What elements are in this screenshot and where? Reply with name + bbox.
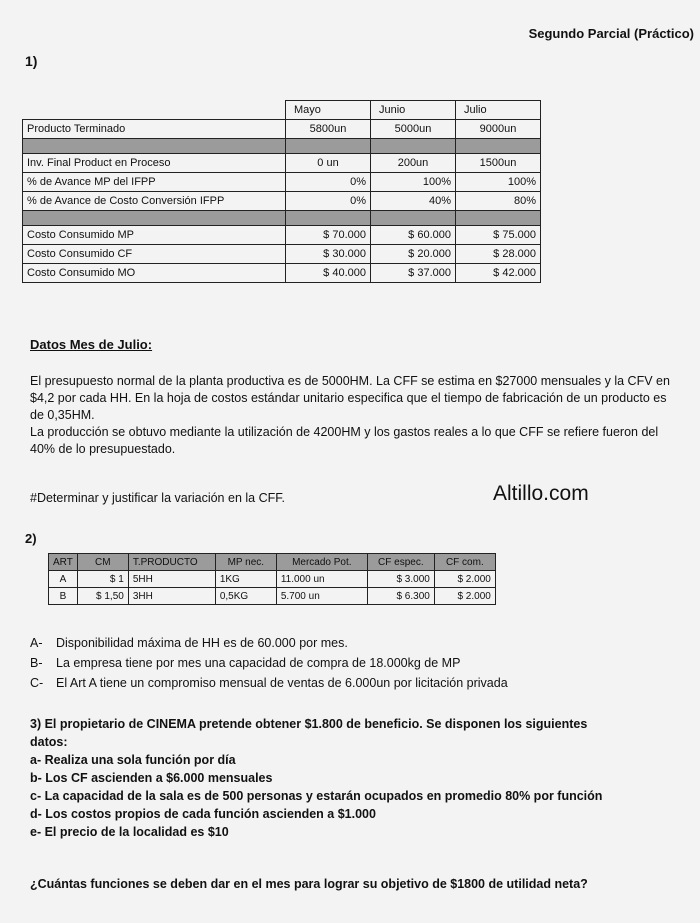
cell: 11.000 un: [276, 571, 367, 588]
cell: B: [49, 588, 78, 605]
cell: $ 1: [77, 571, 128, 588]
cell: 0,5KG: [215, 588, 276, 605]
cell: 200un: [371, 154, 456, 173]
list-item: b- Los CF ascienden a $6.000 mensuales: [30, 771, 273, 785]
cell: $ 2.000: [434, 571, 495, 588]
section-title: Datos Mes de Julio:: [30, 337, 153, 352]
row-label: % de Avance MP del IFPP: [23, 173, 286, 192]
cell: 0%: [286, 192, 371, 211]
list-text: El Art A tiene un compromiso mensual de ventas de 6.000un por licitación privada: [56, 676, 508, 690]
list-text: La empresa tiene por mes una capacidad de compra de 18.000kg de MP: [56, 656, 461, 670]
cell: 0%: [286, 173, 371, 192]
column-header: ART: [49, 554, 78, 571]
row-label: Costo Consumido MO: [23, 264, 286, 283]
divider-row: [23, 139, 541, 154]
cell: $ 28.000: [456, 245, 541, 264]
cell: 5HH: [128, 571, 215, 588]
cell: 1500un: [456, 154, 541, 173]
cell: 5.700 un: [276, 588, 367, 605]
table-row: [23, 173, 541, 192]
cell: 100%: [456, 173, 541, 192]
paragraph: La producción se obtuvo mediante la utilización de 4200HM y los gastos reales a lo que CFF se refiere fueron del 40% de lo presupuestado.: [30, 425, 659, 456]
exam-title: Segundo Parcial (Práctico): [528, 26, 694, 41]
cell: 40%: [371, 192, 456, 211]
row-label: % de Avance de Costo Conversión IFPP: [23, 192, 286, 211]
column-header: MP nec.: [215, 554, 276, 571]
column-header: CM: [77, 554, 128, 571]
question-2-number: 2): [25, 531, 37, 546]
question-1-number: 1): [25, 53, 38, 69]
list-item: a- Realiza una sola función por día: [30, 753, 236, 767]
cell: 5800un: [286, 120, 371, 139]
cell: $ 30.000: [286, 245, 371, 264]
cell: 9000un: [456, 120, 541, 139]
table-row: [23, 245, 541, 264]
table-row: [23, 154, 541, 173]
cell: $ 75.000: [456, 226, 541, 245]
list-item: [30, 653, 508, 673]
question-3-intro: 3) El propietario de CINEMA pretende obtener $1.800 de beneficio. Se disponen los siguientes: [30, 717, 588, 731]
row-label: Inv. Final Product en Proceso: [23, 154, 286, 173]
list-item: [30, 633, 508, 653]
table-row: [23, 192, 541, 211]
paragraph: El presupuesto normal de la planta productiva es de 5000HM. La CFF se estima en $27000 mensuales y la CFV en $4,2 por cada HH. En la hoja de costos estándar unitario especifica que el tiempo de fabricación de un producto es de 0,35HM.: [30, 374, 670, 422]
table-row: [23, 120, 541, 139]
list-item: c- La capacidad de la sala es de 500 personas y estarán ocupados en promedio 80% por función: [30, 789, 603, 803]
cell: A: [49, 571, 78, 588]
list-key: C-: [30, 676, 44, 690]
constraints-list: [30, 633, 508, 693]
list-item: d- Los costos propios de cada función ascienden a $1.000: [30, 807, 376, 821]
month-header: Mayo: [286, 101, 371, 120]
row-label: Producto Terminado: [23, 120, 286, 139]
cell: 1KG: [215, 571, 276, 588]
table-row: [23, 264, 541, 283]
table-header-row: [49, 554, 496, 571]
cell: $ 40.000: [286, 264, 371, 283]
cell: $ 3.000: [367, 571, 434, 588]
question-3-intro: datos:: [30, 735, 68, 749]
month-header: Junio: [371, 101, 456, 120]
cell: 80%: [456, 192, 541, 211]
row-label: Costo Consumido CF: [23, 245, 286, 264]
column-header: T.PRODUCTO: [128, 554, 215, 571]
question-3: [30, 715, 680, 841]
column-header: CF espec.: [367, 554, 434, 571]
cell: 100%: [371, 173, 456, 192]
column-header: CF com.: [434, 554, 495, 571]
list-text: Disponibilidad máxima de HH es de 60.000 por mes.: [56, 636, 348, 650]
cell: $ 1,50: [77, 588, 128, 605]
row-label: Costo Consumido MP: [23, 226, 286, 245]
articles-table: [48, 553, 496, 605]
cell: $ 6.300: [367, 588, 434, 605]
cell: $ 70.000: [286, 226, 371, 245]
cell: $ 60.000: [371, 226, 456, 245]
final-question: ¿Cuántas funciones se deben dar en el mes para lograr su objetivo de $1800 de utilidad neta?: [30, 877, 588, 891]
cell: 5000un: [371, 120, 456, 139]
watermark: Altillo.com: [493, 482, 589, 505]
cell: 3HH: [128, 588, 215, 605]
list-item: [30, 673, 508, 693]
task-text: #Determinar y justificar la variación en la CFF.: [30, 491, 285, 505]
cell: $ 2.000: [434, 588, 495, 605]
table-row: [23, 101, 541, 120]
table-row: [49, 571, 496, 588]
table-row: [49, 588, 496, 605]
cell: $ 20.000: [371, 245, 456, 264]
cell: $ 42.000: [456, 264, 541, 283]
list-key: A-: [30, 636, 43, 650]
column-header: Mercado Pot.: [276, 554, 367, 571]
divider-row: [23, 211, 541, 226]
month-header: Julio: [456, 101, 541, 120]
table-row: [23, 226, 541, 245]
production-table: [22, 100, 541, 283]
cell: 0 un: [286, 154, 371, 173]
cell: $ 37.000: [371, 264, 456, 283]
list-key: B-: [30, 656, 43, 670]
list-item: e- El precio de la localidad es $10: [30, 825, 229, 839]
